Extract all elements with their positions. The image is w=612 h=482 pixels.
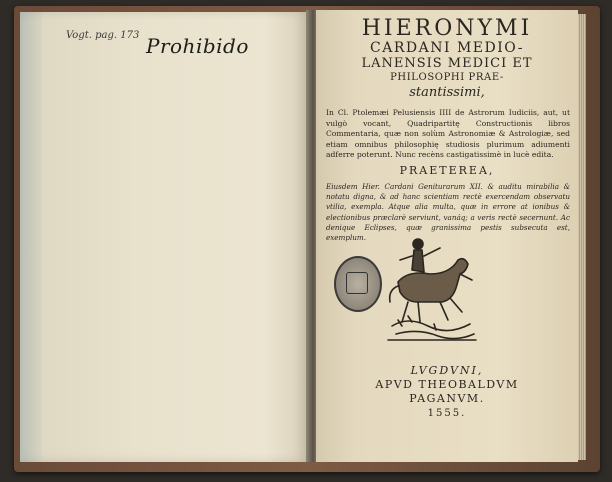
title-body-text: In Cl. Ptolemæi Pelusiensis IIII de Astrorum Iudiciis, aut, ut vulgò vocant, Quadripartitę Constructionis libros Commentaria, quæ non solùm Astronomiæ & Astrologiæ, sed etiam omnibus philosophię studiosis plurimum adiumenti adferre poterunt. Nunc recèns castigatissimè in lucè edita. xyxy=(326,108,570,160)
library-stamp xyxy=(334,256,382,312)
title-line-1: HIERONYMI xyxy=(361,16,533,41)
imprint-printer: APVD THEOBALDVM xyxy=(375,378,519,391)
printer-device-woodcut-icon xyxy=(378,230,482,350)
supplement-text: Eiusdem Hier. Cardani Geniturarum XII. & auditu mirabilia & notatu digna, & ad hanc scientiam rectè exercendam observatu vtilia, exempla. Atque alia multa, quæ in errore at ionibus & electionibus præclarè serviunt, vanáq; a veris rectè secernunt. Ac denique Eclipses, quæ granissima pestis subsecuta est, exemplum. xyxy=(326,182,570,243)
title-line-2: CARDANI MEDIO- xyxy=(370,40,524,56)
imprint-city: LVGDVNI, xyxy=(410,364,484,377)
imprint-year: 1555. xyxy=(427,408,467,419)
handwritten-shelfmark: Vogt. pag. 173 xyxy=(66,30,140,41)
praeterea-heading: PRAETEREA, xyxy=(399,164,495,177)
imprint-printer-name: PAGANVM. xyxy=(409,392,485,405)
page-edges xyxy=(578,14,586,460)
title-line-4: PHILOSOPHI PRAE- xyxy=(390,72,504,83)
title-line-5: stantissimi, xyxy=(409,85,485,100)
title-line-3: LANENSIS MEDICI ET xyxy=(361,56,533,71)
handwritten-annotation: Prohibido xyxy=(146,34,249,58)
left-page xyxy=(20,12,308,462)
